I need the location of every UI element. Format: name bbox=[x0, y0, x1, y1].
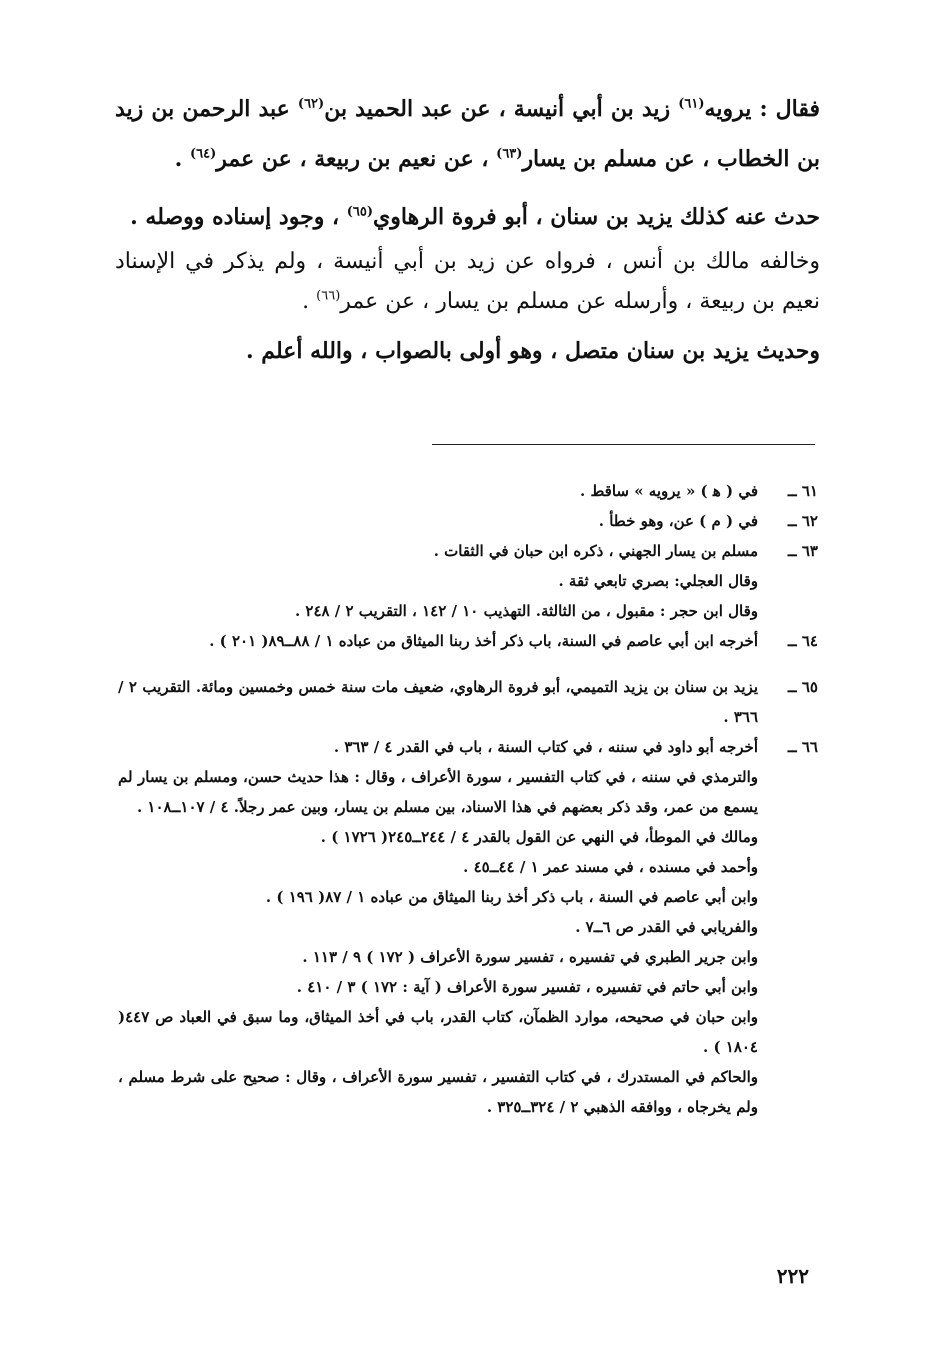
paragraph-4: وحديث يزيد بن سنان متصل ، وهو أولى بالصواب ، والله أعلم . bbox=[245, 338, 820, 364]
footnote-text: وقال العجلي: بصري تابعي ثقة . bbox=[558, 572, 758, 590]
text-span: حدث عنه كذلك يزيد بن سنان ، أبو فروة الرهاوي bbox=[373, 204, 820, 230]
footnote-number bbox=[758, 1062, 818, 1122]
footnote-66-cont bbox=[118, 852, 818, 882]
main-text bbox=[115, 84, 820, 376]
footnote-number bbox=[758, 596, 818, 626]
footnote-number bbox=[758, 1002, 818, 1062]
footnote-number: ٦٦ ــ bbox=[787, 738, 818, 756]
footnotes bbox=[118, 476, 818, 1122]
footnote-text: وابن حبان في صحيحه، موارد الظمآن، كتاب القدر، باب في أخذ الميثاق، وما سبق في العباد ص ٤٤٧( ١٨٠٤ ) . bbox=[118, 1008, 758, 1056]
footnote-63-cont bbox=[118, 596, 818, 626]
footnote-text: أخرجه ابن أبي عاصم في السنة، باب ذكر أخذ ربنا الميثاق من عباده ١ / ٨٨ــ٨٩( ٢٠١ ) . bbox=[209, 632, 758, 650]
footnote-text: وأحمد في مسنده ، في مسند عمر ١ / ٤٤ــ٤٥ . bbox=[463, 858, 758, 876]
footnote-number: ٦١ ــ bbox=[787, 482, 818, 500]
footnote-text: أخرجه أبو داود في سننه ، في كتاب السنة ، باب في القدر ٤ / ٣٦٣ . bbox=[333, 738, 758, 756]
footnote-66-cont bbox=[118, 762, 818, 822]
footnote-text: ومالك في الموطأ، في النهي عن القول بالقدر ٤ / ٢٤٤ــ٢٤٥( ١٧٢٦ ) . bbox=[320, 828, 758, 846]
footnote-66-cont bbox=[118, 882, 818, 912]
paragraph-3 bbox=[115, 242, 820, 322]
footnote-text: في ( م ) عن، وهو خطأ . bbox=[598, 512, 758, 530]
footnote-number bbox=[758, 942, 818, 972]
text-span: فقال : يرويه bbox=[704, 96, 821, 122]
footnote-text: والفريابي في القدر ص ٦ــ٧ . bbox=[575, 918, 758, 936]
footnote-number bbox=[758, 882, 818, 912]
footnote-text: والترمذي في سننه ، في كتاب التفسير ، سورة الأعراف ، وقال : هذا حديث حسن، ومسلم بن يسار لم يسمع من عمر، وقد ذكر بعضهم في هذا الاسناد، بين مسلم بن يسار، وبين عمر رجلاً. ٤ / ١٠٧ــ١٠٨ . bbox=[118, 768, 758, 816]
footnote-66-cont bbox=[118, 1002, 818, 1062]
footnote-number bbox=[758, 852, 818, 882]
footnote-number bbox=[758, 566, 818, 596]
footnote-66-cont bbox=[118, 942, 818, 972]
footnote-number bbox=[758, 762, 818, 822]
footnote-66-cont bbox=[118, 822, 818, 852]
footnote-66-cont bbox=[118, 1062, 818, 1122]
footnote-text: وقال ابن حجر : مقبول ، من الثالثة. التهذيب ١٠ / ١٤٢ ، التقريب ٢ / ٢٤٨ . bbox=[294, 602, 758, 620]
text-span: وخالفه مالك بن أنس ، فرواه عن زيد بن أبي أنيسة ، ولم يذكر في الإسناد نعيم بن ربيعة ، وأرسله عن مسلم بن يسار ، عن عمر bbox=[115, 249, 820, 314]
footnote-separator bbox=[432, 444, 815, 445]
text-span: عبد الرحمن بن زيد بن الخطاب ، عن مسلم بن يسار bbox=[115, 96, 820, 172]
footnote-66 bbox=[118, 732, 818, 762]
footnote-64 bbox=[118, 626, 818, 656]
footnote-ref-61[interactable]: (٦١) bbox=[678, 96, 705, 112]
text-span: ، وجود إسناده ووصله . bbox=[130, 204, 347, 230]
footnote-text: مسلم بن يسار الجهني ، ذكره ابن حبان في الثقات . bbox=[433, 542, 758, 560]
footnote-61 bbox=[118, 476, 818, 506]
footnote-text: في ( ﻫ ) « يرويه » ساقط . bbox=[580, 482, 758, 500]
text-span: . bbox=[302, 289, 317, 314]
footnote-number: ٦٥ ــ bbox=[787, 678, 818, 696]
footnote-ref-62[interactable]: (٦٢) bbox=[297, 96, 325, 112]
footnote-ref-65[interactable]: (٦٥) bbox=[346, 204, 374, 220]
footnote-number: ٦٢ ــ bbox=[787, 512, 818, 530]
footnote-ref-64[interactable]: (٦٤) bbox=[189, 146, 217, 162]
footnote-number: ٦٣ ــ bbox=[787, 542, 818, 560]
text-span: . bbox=[174, 146, 190, 172]
footnote-text: والحاكم في المستدرك ، في كتاب التفسير ، تفسير سورة الأعراف ، وقال : صحيح على شرط مسلم ، ولم يخرجاه ، ووافقه الذهبي ٢ / ٣٢٤ــ٣٢٥ . bbox=[118, 1068, 758, 1116]
footnote-text: يزيد بن سنان بن يزيد التميمي، أبو فروة الرهاوي، ضعيف مات سنة خمس وخمسين ومائة. التقريب ٢ / ٣٦٦ . bbox=[118, 678, 759, 726]
footnote-number bbox=[758, 972, 818, 1002]
footnote-number bbox=[758, 912, 818, 942]
footnote-text: وابن جرير الطبري في تفسيره ، تفسير سورة الأعراف ( ١٧٢ ) ٩ / ١١٣ . bbox=[302, 948, 758, 966]
paragraph-1 bbox=[115, 84, 820, 184]
footnote-number bbox=[758, 822, 818, 852]
page-number: ٢٢٢ bbox=[776, 1264, 809, 1288]
footnote-66-cont bbox=[118, 912, 818, 942]
footnote-66-cont bbox=[118, 972, 818, 1002]
footnote-ref-66[interactable]: (٦٦) bbox=[316, 288, 341, 304]
footnote-62 bbox=[118, 506, 818, 536]
footnote-number: ٦٤ ــ bbox=[787, 632, 818, 650]
footnote-text: وابن أبي حاتم في تفسيره ، تفسير سورة الأعراف ( آية : ١٧٢ ) ٣ / ٤١٠ . bbox=[296, 978, 758, 996]
paragraph-2 bbox=[115, 192, 820, 242]
footnote-63-cont bbox=[118, 566, 818, 596]
text-span: زيد بن أبي أنيسة ، عن عبد الحميد بن bbox=[324, 96, 679, 122]
footnote-ref-63[interactable]: (٦٣) bbox=[496, 146, 523, 162]
text-span: ، عن نعيم بن ربيعة ، عن عمر bbox=[216, 146, 497, 172]
footnote-63 bbox=[118, 536, 818, 566]
footnote-65 bbox=[118, 672, 818, 732]
footnote-text: وابن أبي عاصم في السنة ، باب ذكر أخذ ربنا الميثاق من عباده ١ / ٨٧( ١٩٦ ) . bbox=[265, 888, 758, 906]
